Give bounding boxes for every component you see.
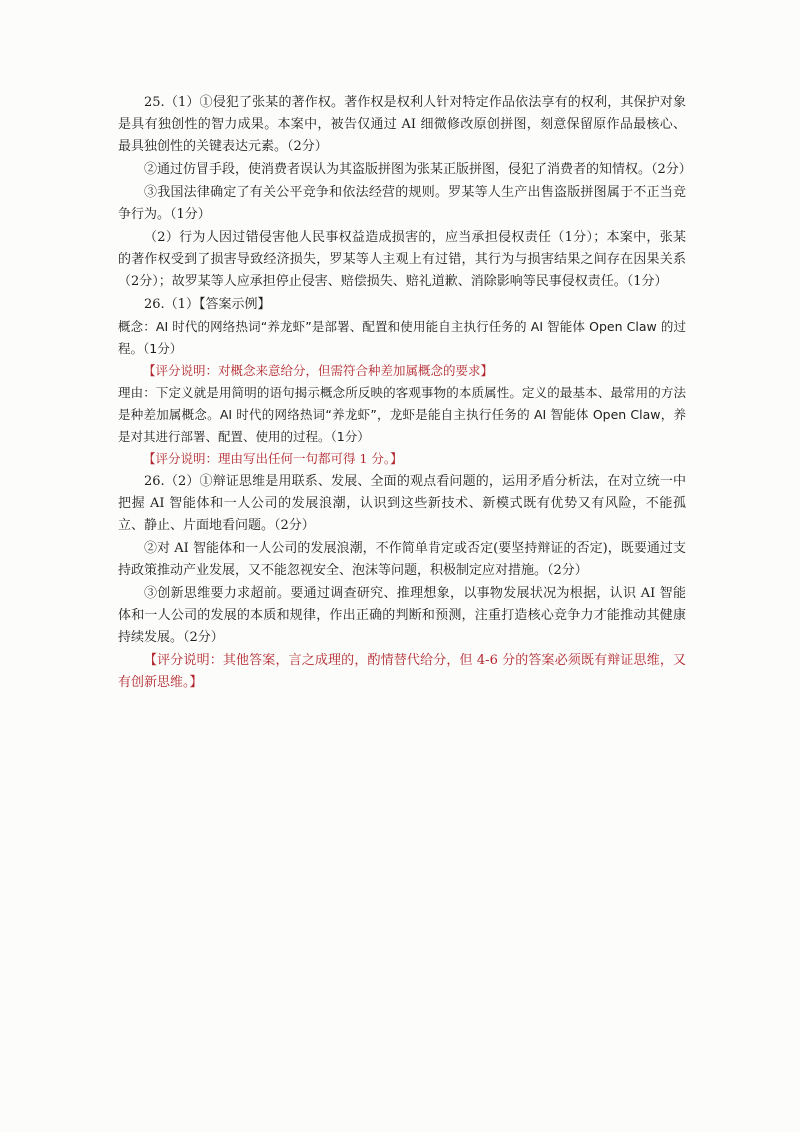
q26-part2-item2: ②对 AI 智能体和一人公司的发展浪潮，不作简单肯定或否定(要坚持辩证的否定)，既要通过支持政策推动产业发展，又不能忽视安全、泡沫等问题，积极制定应对措施。（2分） — [118, 541, 686, 578]
q26-part1-reason: 理由：下定义就是用简明的语句揭示概念所反映的客观事物的本质属性。定义的最基本、最常用的方法是种差加属概念。AI 时代的网络热词“养龙虾”，龙虾是能自主执行任务的 AI 智能体 Open Claw，养是对其进行部署、配置、使用的过程。（1分） — [118, 385, 686, 444]
q26-part2-scoring-note: 【评分说明：其他答案，言之成理的，酌情替代给分，但 4-6 分的答案必须既有辩证思维，又有创新思维。】 — [118, 653, 686, 690]
q26-part2-item3: ③创新思维要力求超前。要通过调查研究、推理想象，以事物发展状况为根据，认识 AI 智能体和一人公司的发展的本质和规律，作出正确的判断和预测，注重打造核心竞争力才能推动其健康持续发展。（2分） — [118, 586, 686, 645]
q26-part1-header: 26.（1）【答案示例】 — [144, 297, 271, 312]
q25-part1-item1: 25.（1）①侵犯了张某的著作权。著作权是权利人针对特定作品依法享有的权利，其保护对象是具有独创性的智力成果。本案中，被告仅通过 AI 细微修改原创拼图，刻意保留原作品最核心、最具独创性的关键表达元素。（2分） — [118, 95, 686, 154]
q25-part1-item2: ②通过仿冒手段，使消费者误认为其盗版拼图为张某正版拼图，侵犯了消费者的知情权。（2分） — [144, 162, 692, 177]
q26-part1-scoring-note-2: 【评分说明：理由写出任何一句都可得 1 分。】 — [143, 451, 403, 466]
q25-part2: （2）行为人因过错侵害他人民事权益造成损害的，应当承担侵权责任（1分）；本案中，张某的著作权受到了损害导致经济损失，罗某等人主观上有过错，其行为与损害结果之间存在因果关系（2分）；故罗某等人应承担停止侵害、赔偿损失、赔礼道歉、消除影响等民事侵权责任。（1分） — [118, 230, 686, 289]
q26-part2-item1: 26.（2）①辩证思维是用联系、发展、全面的观点看问题的，运用矛盾分析法，在对立统一中把握 AI 智能体和一人公司的发展浪潮，认识到这些新技术、新模式既有优势又有风险，不能孤立、静止、片面地看问题。（2分） — [118, 474, 686, 533]
q26-part1-scoring-note-1: 【评分说明：对概念来意给分，但需符合种差加属概念的要求】 — [143, 363, 494, 378]
answer-content — [118, 92, 692, 694]
q25-part1-item3: ③我国法律确定了有关公平竞争和依法经营的规则。罗某等人生产出售盗版拼图属于不正当竞争行为。（1分） — [118, 185, 686, 222]
q26-part1-concept: 概念：AI 时代的网络热词“养龙虾”是部署、配置和使用能自主执行任务的 AI 智能体 Open Claw 的过程。（1分） — [118, 319, 686, 356]
